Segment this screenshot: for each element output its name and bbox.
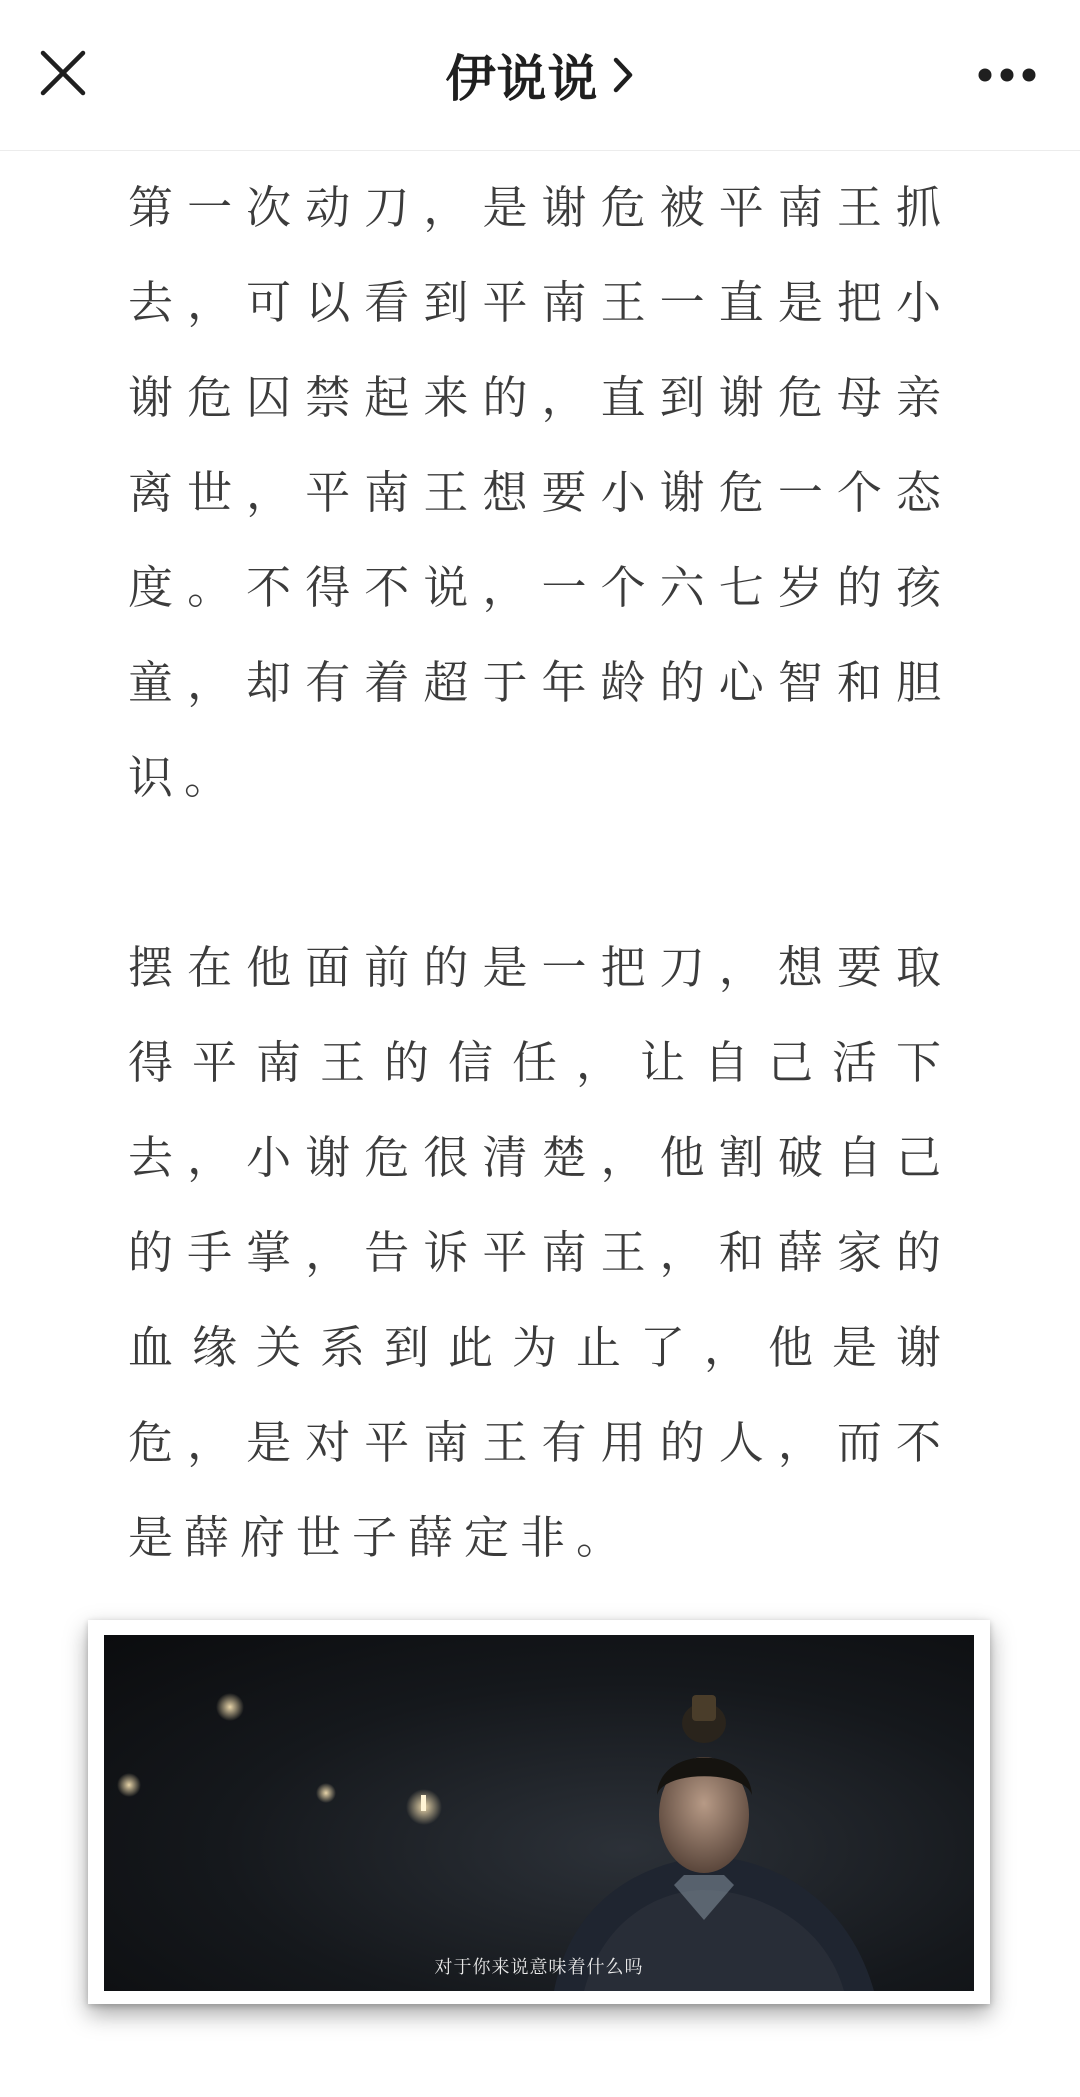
article-paragraph: 摆在他面前的是一把刀，想要取得平南王的信任，让自己活下去，小谢危很清楚，他割破自己的手掌，告诉平南王，和薛家的血缘关系到此为止了，他是谢危，是对平南王有用的人，而不是薛府世子薛定非。	[128, 941, 952, 1564]
article-paragraph: 第一次动刀，是谢危被平南王抓去，可以看到平南王一直是把小谢危囚禁起来的，直到谢危母亲离世，平南王想要小谢危一个态度。不得不说，一个六七岁的孩童，却有着超于年龄的心智和胆识。	[128, 181, 952, 804]
drama-still-image	[104, 1635, 974, 1991]
more-options-button[interactable]	[972, 50, 1042, 100]
page-title: 伊说说	[445, 50, 599, 108]
account-title-link[interactable]	[0, 0, 1080, 150]
article-image-frame[interactable]	[88, 1620, 990, 2004]
chevron-right-icon	[611, 55, 635, 95]
article-body	[128, 160, 952, 1585]
video-subtitle: 对于你来说意味着什么吗	[434, 1957, 644, 1978]
top-navigation-bar	[0, 0, 1080, 151]
more-horizontal-icon	[977, 67, 1037, 83]
